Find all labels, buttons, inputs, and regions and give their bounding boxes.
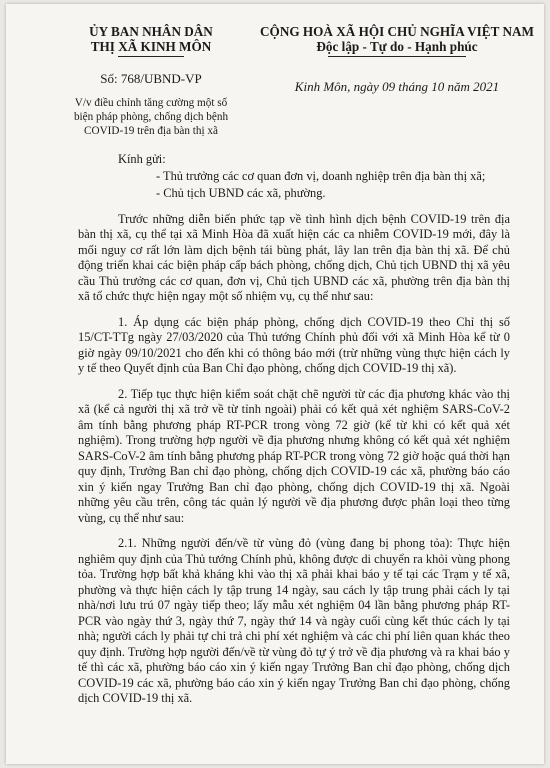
document-page bbox=[6, 4, 544, 764]
subject-line: V/v điều chỉnh tăng cường một số bbox=[74, 97, 228, 109]
subject-line: biện pháp phòng, chống dịch bệnh bbox=[73, 111, 229, 123]
issuing-authority-line2: THỊ XÃ KINH MÔN bbox=[90, 39, 212, 54]
document-subject bbox=[46, 96, 256, 138]
item-2-1-paragraph: 2.1. Những người đến/về từ vùng đỏ (vùng đang bị phong tỏa): Thực hiện nghiêm quy định của Thủ tướng Chính phủ, không được di chuyển ra khỏi vùng phong tỏa. Trường hợp bất khả kháng khi vào thị xã phải khai báo y tế tại các Trạm y tế xã, phường và thực hiện cách ly tập trung 14 ngày, sau cách ly tập trung phải cách ly tại nhà/nơi lưu trú 07 ngày tiếp theo; lấy mẫu xét nghiệm 04 lần bằng phương pháp RT-PCR vào ngày thứ 3, ngày thứ 7, ngày thứ 14 và ngày cuối cùng kết thúc cách ly tại nhà; người cách ly phải tự chi trả chi phí xét nghiệm và các chi phí liên quan khác theo quy định. Trường hợp người đến/về từ vùng đỏ tự ý trở về địa phương và ra khai báo y tế thì các xã, phường báo cáo xin ý kiến ngay Trưởng Ban chỉ đạo phòng, chống dịch COVID-19 các xã, phường báo cáo xin ý kiến ngay Trưởng Ban chỉ đạo phòng, chống dịch COVID-19 thị xã. bbox=[78, 536, 510, 705]
intro-paragraph: Trước những diễn biến phức tạp về tình hình dịch bệnh COVID-19 trên địa bàn thị xã, cụ thể tại xã Minh Hòa đã xuất hiện các ca nhiễm COVID-19 mới, đây là mối nguy cơ rất lớn làm dịch bệnh tái bùng phát, lây lan trên địa bàn thị xã. Để chủ động triển khai các biện pháp cấp bách phòng, chống dịch, Chủ tịch UBND thị xã yêu cầu Thủ trưởng các cơ quan, đơn vị, Chủ tịch UBND các xã, phường trên địa bàn thị xã tổ chức thực hiện ngay một số nhiệm vụ, cụ thể như sau: bbox=[78, 211, 510, 303]
authority-underline bbox=[118, 56, 184, 57]
place-date: Kinh Môn, ngày 09 tháng 10 năm 2021 bbox=[294, 79, 500, 94]
motto-underline bbox=[328, 56, 466, 57]
issuing-authority-block bbox=[46, 24, 256, 138]
national-motto: Độc lập - Tự do - Hạnh phúc bbox=[316, 39, 478, 54]
document-number: Số: 768/UBND-VP bbox=[100, 71, 202, 86]
recipient-list bbox=[156, 168, 510, 202]
recipient-item: - Chủ tịch UBND các xã, phường. bbox=[156, 185, 326, 200]
recipient-item: - Thủ trưởng các cơ quan đơn vị, doanh nghiệp trên địa bàn thị xã; bbox=[156, 168, 486, 183]
item-2-paragraph: 2. Tiếp tục thực hiện kiểm soát chặt chẽ người từ các địa phương khác vào thị xã (kể cả người thị xã trở về từ tỉnh ngoài) phải có kết quả xét nghiệm SARS-CoV-2 âm tính bằng phương pháp RT-PCR trong vòng 72 giờ (kể từ khi có kết quả xét nghiệm). Trong trường hợp người về địa phương nhưng không có kết quả xét nghiệm SARS-CoV-2 âm tính bằng phương pháp RT-PCR trong vòng 72 giờ hoặc quá thời hạn quy định, Trưởng Ban chỉ đạo phòng, chống dịch COVID-19 các xã, phường báo cáo xin ý kiến ngay Trưởng Ban chỉ đạo phòng, chống dịch COVID-19 thị xã. Ngoài những yêu cầu trên, công tác quản lý người về địa phương được phân loại theo từng vùng, cụ thể như sau: bbox=[78, 386, 510, 525]
document-body bbox=[78, 152, 510, 707]
national-header-block bbox=[256, 24, 538, 95]
greeting: Kính gửi: bbox=[118, 152, 166, 166]
item-1-paragraph: 1. Áp dụng các biện pháp phòng, chống dịch COVID-19 theo Chỉ thị số 15/CT-TTg ngày 27/03/2020 của Thủ tướng Chính phủ đối với xã Minh Hòa kể từ 0 giờ ngày 09/10/2021 cho đến khi có thông báo mới (trừ những vùng thực hiện cách ly y tế theo Quyết định của Ban Chỉ đạo phòng, chống dịch COVID-19 thị xã). bbox=[78, 314, 510, 375]
national-title: CỘNG HOÀ XÃ HỘI CHỦ NGHĨA VIỆT NAM bbox=[260, 24, 534, 39]
issuing-authority-line1: ỦY BAN NHÂN DÂN bbox=[89, 24, 213, 39]
subject-line: COVID-19 trên địa bàn thị xã bbox=[84, 125, 218, 137]
